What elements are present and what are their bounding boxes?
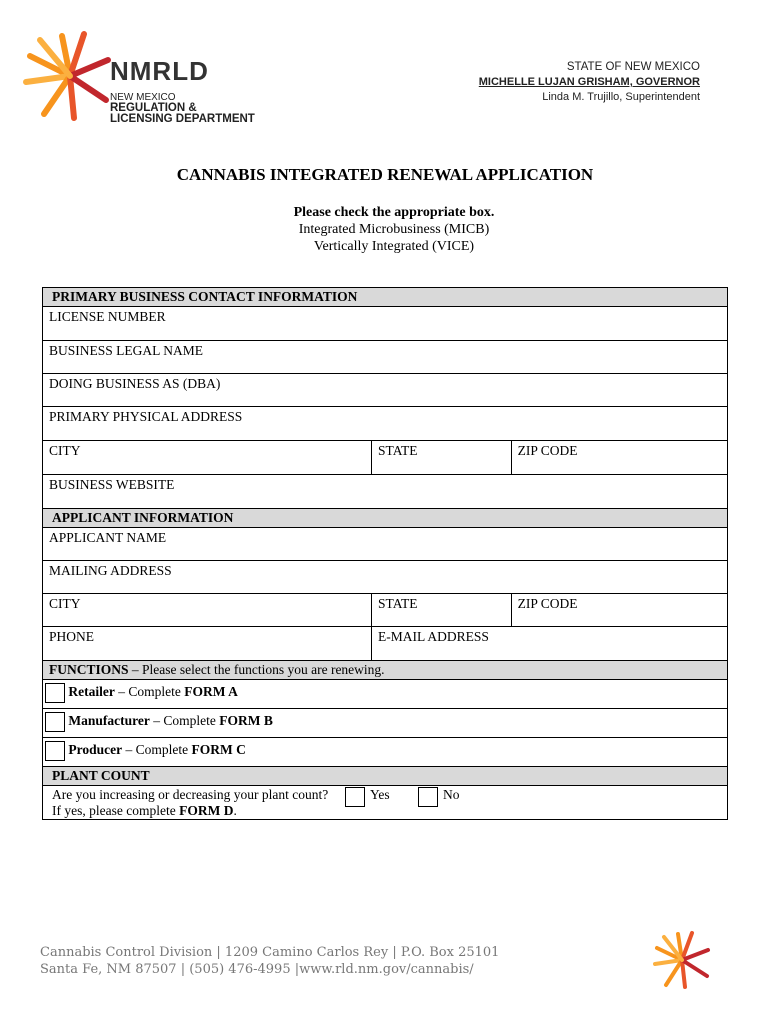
business-city-field[interactable]: CITY xyxy=(43,441,372,474)
manufacturer-form: FORM B xyxy=(219,713,273,729)
business-zip-field[interactable]: ZIP CODE xyxy=(517,443,578,458)
footer-line-1: Cannabis Control Division | 1209 Camino Carlos Rey | P.O. Box 25101 xyxy=(40,945,500,960)
plant-no-checkbox[interactable] xyxy=(418,787,438,807)
applicant-name-field[interactable]: APPLICANT NAME xyxy=(49,530,167,545)
applicant-state-field[interactable]: STATE xyxy=(372,594,512,626)
manufacturer-note: – Complete xyxy=(149,713,220,729)
plant-note-form: FORM D xyxy=(179,803,234,818)
city-state-zip-row xyxy=(42,440,728,475)
functions-section-header xyxy=(42,660,728,680)
phone-field[interactable]: PHONE xyxy=(43,627,372,660)
governor-name: MICHELLE LUJAN GRISHAM, GOVERNOR xyxy=(478,76,700,88)
plant-note xyxy=(52,803,718,819)
mailing-address-field[interactable]: MAILING ADDRESS xyxy=(49,563,172,578)
primary-heading: PRIMARY BUSINESS CONTACT INFORMATION xyxy=(43,288,727,306)
nmrld-logo-icon xyxy=(22,30,122,122)
functions-heading-note: – Please select the functions you are renewing. xyxy=(128,662,385,677)
retailer-label: Retailer xyxy=(68,684,115,700)
producer-checkbox[interactable] xyxy=(45,741,65,761)
agency-line-3: LICENSING DEPARTMENT xyxy=(110,113,255,125)
producer-option[interactable] xyxy=(43,738,727,766)
applicant-zip-field[interactable]: ZIP CODE xyxy=(517,596,578,611)
form-instructions xyxy=(0,204,770,255)
retailer-form: FORM A xyxy=(184,684,238,700)
business-website-field[interactable]: BUSINESS WEBSITE xyxy=(49,477,175,492)
plant-no-label: No xyxy=(443,787,460,802)
applicant-city-row xyxy=(42,593,728,627)
primary-section-header xyxy=(42,287,728,307)
footer-line-2: Santa Fe, NM 87507 | (505) 476-4995 |www.rld.nm.gov/cannabis/ xyxy=(40,962,474,977)
instruction-text: Please check the appropriate box. xyxy=(293,205,495,220)
mailing-address-row xyxy=(42,560,728,594)
plant-yes-label: Yes xyxy=(370,787,390,802)
address-row xyxy=(42,406,728,441)
applicant-city-field[interactable]: CITY xyxy=(43,594,372,626)
plant-count-question xyxy=(43,786,727,819)
manufacturer-checkbox[interactable] xyxy=(45,712,65,732)
superintendent-name: Linda M. Trujillo, Superintendent xyxy=(542,91,700,103)
retailer-row xyxy=(42,679,728,709)
option-micb[interactable]: Integrated Microbusiness (MICB) xyxy=(298,222,490,237)
functions-heading xyxy=(43,661,727,679)
agency-line-2: REGULATION & xyxy=(110,102,197,114)
applicant-name-row xyxy=(42,527,728,561)
plant-section-header xyxy=(42,766,728,786)
physical-address-field[interactable]: PRIMARY PHYSICAL ADDRESS xyxy=(49,409,243,424)
applicant-section-header xyxy=(42,508,728,528)
manufacturer-row xyxy=(42,708,728,738)
plant-yes-checkbox[interactable] xyxy=(345,787,365,807)
retailer-option[interactable] xyxy=(43,680,727,709)
producer-label: Producer xyxy=(68,742,123,758)
state-header xyxy=(479,60,700,105)
plant-count-row xyxy=(42,785,728,820)
manufacturer-option[interactable] xyxy=(43,709,727,737)
functions-heading-label: FUNCTIONS xyxy=(49,662,129,677)
plant-note-end: . xyxy=(233,803,237,818)
license-number-field[interactable]: LICENSE NUMBER xyxy=(49,309,166,324)
plant-note-text: If yes, please complete xyxy=(52,803,180,818)
state-name: STATE OF NEW MEXICO xyxy=(566,61,700,73)
business-legal-name-field[interactable]: BUSINESS LEGAL NAME xyxy=(49,343,204,358)
retailer-note: – Complete xyxy=(114,684,185,700)
option-vice[interactable]: Vertically Integrated (VICE) xyxy=(313,239,475,254)
producer-form: FORM C xyxy=(191,742,246,758)
email-field[interactable]: E-MAIL ADDRESS xyxy=(378,629,489,644)
agency-full-name xyxy=(110,92,255,125)
plant-question-text: Are you increasing or decreasing your plant count? xyxy=(52,787,329,802)
business-state-field[interactable]: STATE xyxy=(372,441,512,474)
website-row xyxy=(42,474,728,509)
retailer-checkbox[interactable] xyxy=(45,683,65,703)
agency-brand xyxy=(110,58,255,125)
dba-field[interactable]: DOING BUSINESS AS (DBA) xyxy=(49,376,221,391)
plant-heading: PLANT COUNT xyxy=(43,767,727,785)
agency-abbreviation: NMRLD xyxy=(110,56,209,86)
license-number-row xyxy=(42,306,728,341)
footer-logo-icon xyxy=(652,930,714,990)
dba-row xyxy=(42,373,728,407)
producer-row xyxy=(42,737,728,767)
legal-name-row xyxy=(42,340,728,374)
footer-contact xyxy=(40,944,499,978)
phone-email-row xyxy=(42,626,728,661)
applicant-heading: APPLICANT INFORMATION xyxy=(43,509,727,527)
agency-line-1: NEW MEXICO xyxy=(110,92,176,103)
form-title: CANNABIS INTEGRATED RENEWAL APPLICATION xyxy=(176,165,594,184)
producer-note: – Complete xyxy=(122,742,192,758)
manufacturer-label: Manufacturer xyxy=(68,713,150,729)
